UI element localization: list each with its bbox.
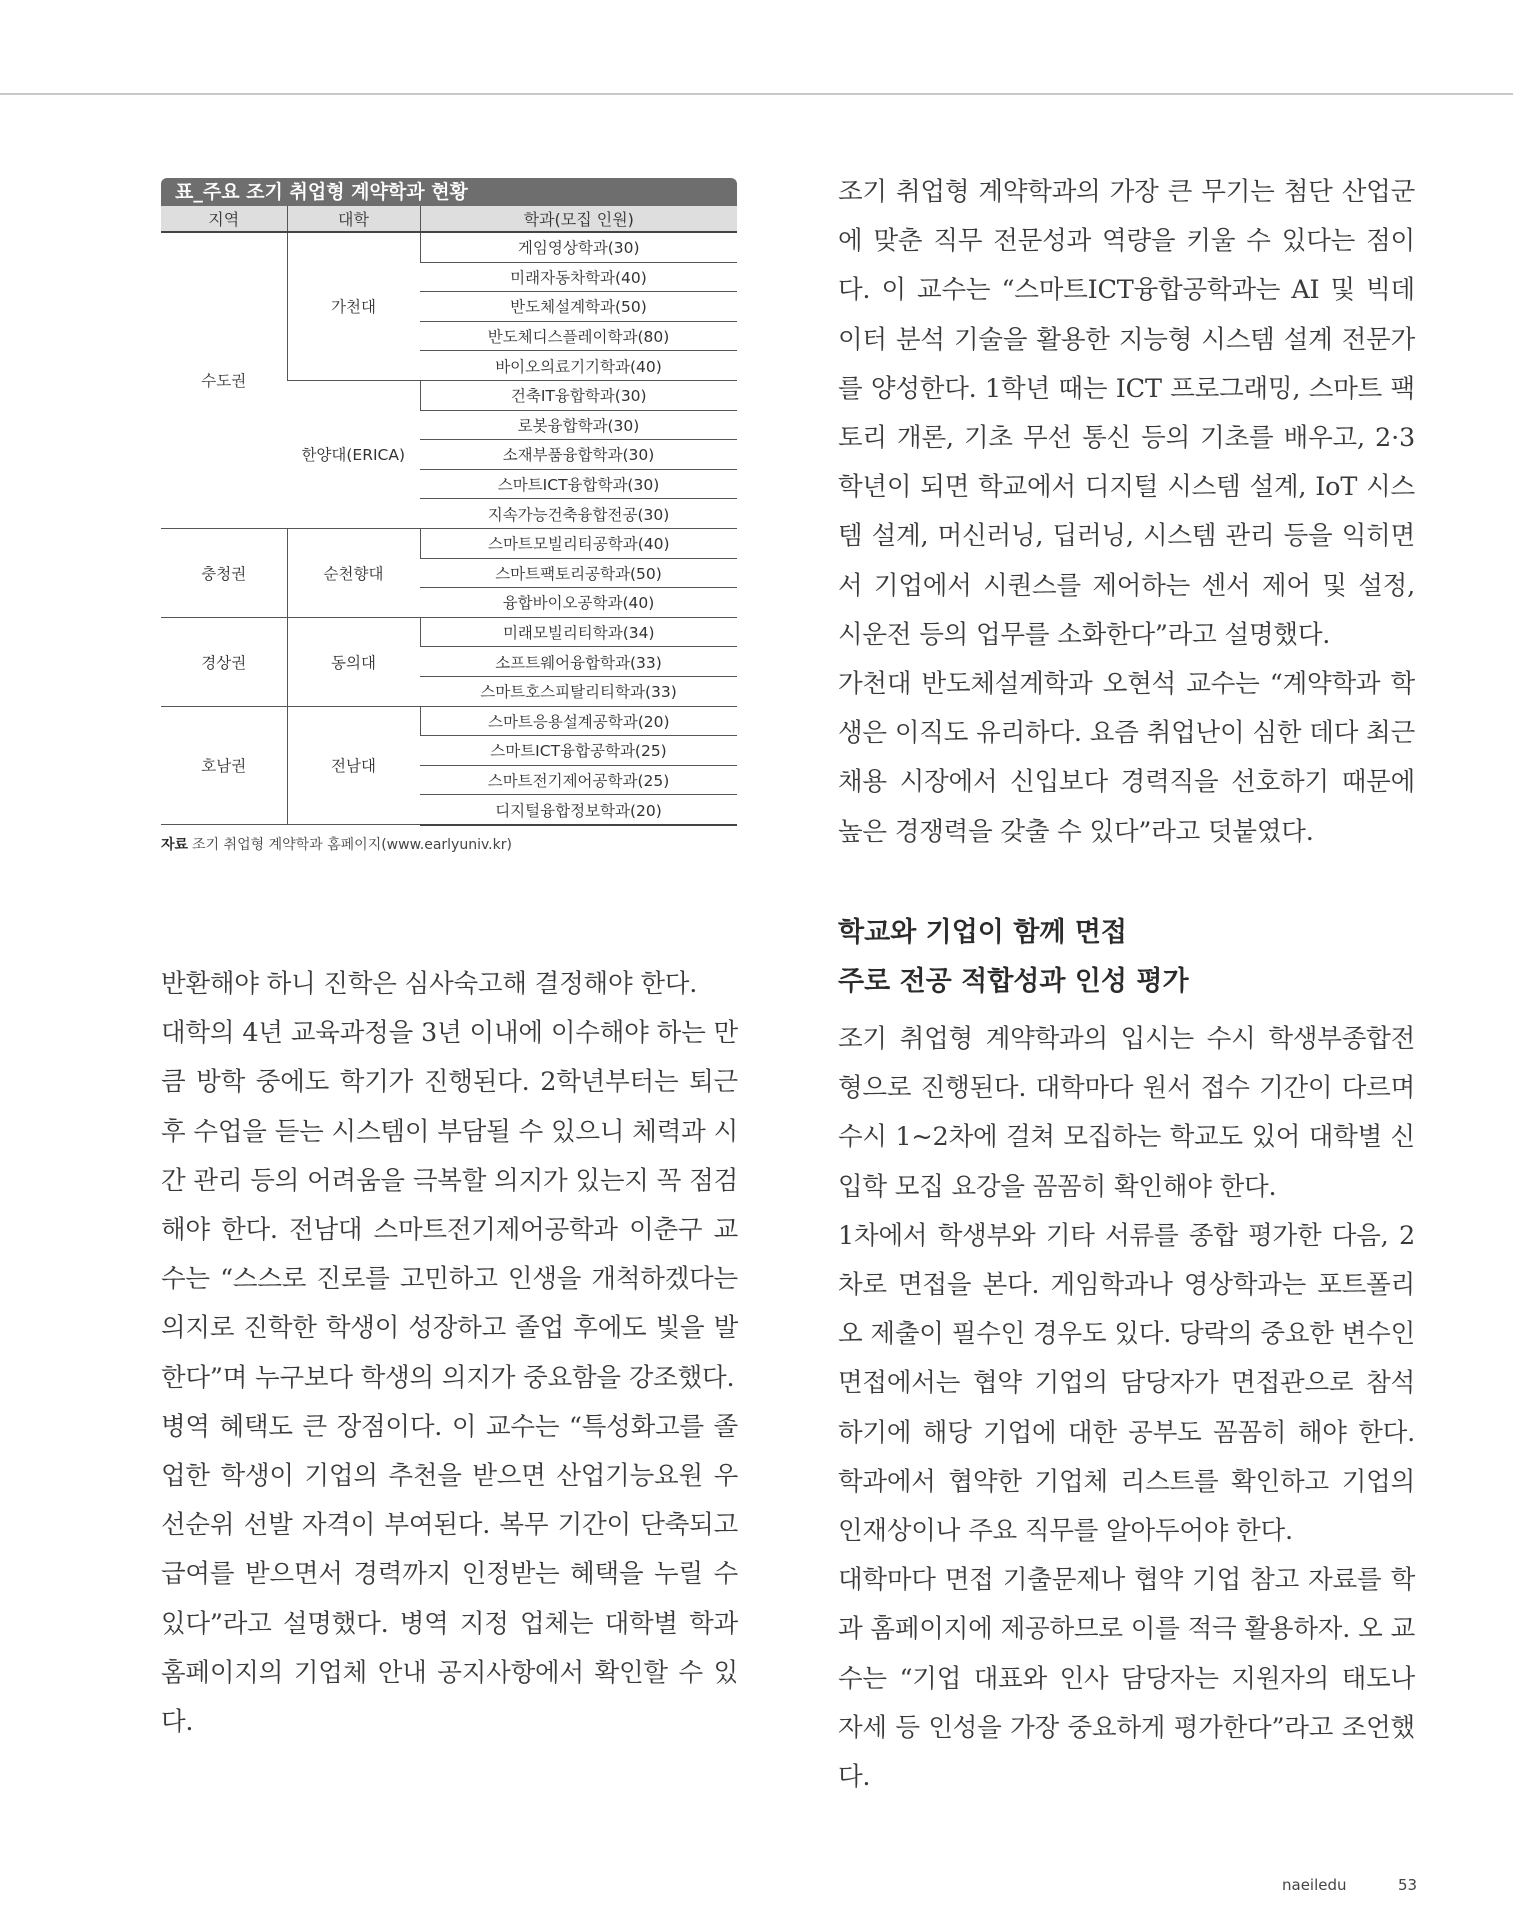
paragraph: 반환해야 하니 진학은 심사숙고해 결정해야 한다. — [161, 969, 698, 999]
paragraph: 대학의 4년 교육과정을 3년 이내에 이수해야 하는 만큼 방학 중에도 학기가 진행된다. 2학년부터는 퇴근 후 수업을 듣는 시스템이 부담될 수 있으니 체력과 시간 관리 등의 어려움을 극복할 의지가 있는지 꼭 점검해야 한다. 전남대 스마트전기제어공학과 이춘구 교수는 “스스로 진로를 고민하고 인생을 개척하겠다는 의지로 진학한 학생이 성장하고 졸업 후에도 빛을 발한다”며 누구보다 학생의 의지가 중요함을 강조했다. — [161, 1018, 738, 1393]
table-row — [161, 232, 737, 262]
contract-department-table-block — [161, 178, 737, 854]
department-cell: 융합바이오공학과(40) — [420, 588, 737, 618]
university-cell: 한양대(ERICA) — [287, 380, 420, 528]
source-text: 조기 취업형 계약학과 홈페이지(www.earlyuniv.kr) — [192, 836, 512, 853]
table-source — [161, 834, 737, 854]
university-cell: 전남대 — [287, 706, 420, 825]
department-cell: 스마트전기제어공학과(25) — [420, 765, 737, 795]
left-column-text — [161, 960, 738, 1747]
paragraph: 가천대 반도체설계학과 오현석 교수는 “계약학과 학생은 이직도 유리하다. 요즘 취업난이 심한 데다 최근 채용 시장에서 신입보다 경력직을 선호하기 때문에 높은 경쟁력을 갖출 수 있다”라고 덧붙였다. — [838, 669, 1415, 847]
university-cell: 순천향대 — [287, 528, 420, 617]
university-cell: 동의대 — [287, 617, 420, 706]
paragraph: 병역 혜택도 큰 장점이다. 이 교수는 “특성화고를 졸업한 학생이 기업의 추천을 받으면 산업기능요원 우선순위 선발 자격이 부여된다. 복무 기간이 단축되고 급여를 받으면서 경력까지 인정받는 혜택을 누릴 수 있다”라고 설명했다. 병역 지정 업체는 대학별 학과 홈페이지의 기업체 안내 공지사항에서 확인할 수 있다. — [161, 1411, 738, 1738]
right-column-bottom-text — [838, 1015, 1415, 1802]
department-cell: 스마트모빌리티공학과(40) — [420, 528, 737, 558]
paragraph: 대학마다 면접 기출문제나 협약 기업 참고 자료를 학과 홈페이지에 제공하므로 이를 적극 활용하자. 오 교수는 “기업 대표와 인사 담당자는 지원자의 태도나 자세 등 인성을 가장 중요하게 평가한다”라고 조언했다. — [838, 1565, 1415, 1793]
section-headline — [838, 908, 1415, 1006]
department-cell: 미래자동차학과(40) — [420, 262, 737, 292]
department-cell: 게임영상학과(30) — [420, 232, 737, 262]
department-cell: 지속가능건축융합전공(30) — [420, 499, 737, 529]
department-cell: 스마트ICT융합공학과(25) — [420, 736, 737, 766]
department-cell: 스마트ICT융합학과(30) — [420, 469, 737, 499]
department-cell: 미래모빌리티학과(34) — [420, 617, 737, 647]
department-cell: 소프트웨어융합학과(33) — [420, 647, 737, 677]
header-university: 대학 — [287, 206, 420, 232]
headline-line-1: 학교와 기업이 함께 면접 — [838, 917, 1128, 948]
header-department: 학과(모집 인원) — [420, 206, 737, 232]
department-cell: 스마트응용설계공학과(20) — [420, 706, 737, 736]
department-cell: 건축IT융합학과(30) — [420, 380, 737, 410]
department-cell: 스마트팩토리공학과(50) — [420, 558, 737, 588]
right-column-top-text — [838, 168, 1415, 857]
top-divider — [0, 93, 1513, 95]
source-label: 자료 — [161, 836, 189, 853]
region-cell: 경상권 — [161, 617, 287, 706]
table-row — [161, 617, 737, 647]
paragraph: 조기 취업형 계약학과의 입시는 수시 학생부종합전형으로 진행된다. 대학마다 원서 접수 기간이 다르며 수시 1~2차에 걸쳐 모집하는 학교도 있어 대학별 신입학 모집 요강을 꼼꼼히 확인해야 한다. — [838, 1024, 1415, 1202]
table-title: 표_주요 조기 취업형 계약학과 현황 — [161, 178, 737, 206]
paragraph: 1차에서 학생부와 기타 서류를 종합 평가한 다음, 2차로 면접을 본다. 게임학과나 영상학과는 포트폴리오 제출이 필수인 경우도 있다. 당락의 중요한 변수인 면접에서는 협약 기업의 담당자가 면접관으로 참석하기에 해당 기업에 대한 공부도 꼼꼼히 해야 한다. 학과에서 협약한 기업체 리스트를 확인하고 기업의 인재상이나 주요 직무를 알아두어야 한다. — [838, 1220, 1415, 1547]
headline-line-2: 주로 전공 적합성과 인성 평가 — [838, 966, 1189, 997]
department-cell: 반도체디스플레이학과(80) — [420, 321, 737, 351]
region-cell: 호남권 — [161, 706, 287, 825]
contract-department-table — [161, 206, 737, 826]
table-row — [161, 528, 737, 558]
department-cell: 로봇융합학과(30) — [420, 410, 737, 440]
footer-brand: naeiledu — [1282, 1876, 1347, 1894]
table-row — [161, 706, 737, 736]
page-number: 53 — [1398, 1876, 1418, 1894]
department-cell: 디지털융합정보학과(20) — [420, 795, 737, 825]
department-cell: 바이오의료기기학과(40) — [420, 351, 737, 381]
paragraph: 조기 취업형 계약학과의 가장 큰 무기는 첨단 산업군에 맞춘 직무 전문성과 역량을 키울 수 있다는 점이다. 이 교수는 “스마트ICT융합공학과는 AI 및 빅데이터 분석 기술을 활용한 지능형 시스템 설계 전문가를 양성한다. 1학년 때는 ICT 프로그래밍, 스마트 팩토리 개론, 기초 무선 통신 등의 기초를 배우고, 2·3학년이 되면 학교에서 디지털 시스템 설계, IoT 시스템 설계, 머신러닝, 딥러닝, 시스템 관리 등을 익히면서 기업에서 시퀀스를 제어하는 센서 제어 및 설정, 시운전 등의 업무를 소화한다”라고 설명했다. — [838, 177, 1415, 650]
department-cell: 스마트호스피탈리티학과(33) — [420, 676, 737, 706]
region-cell: 충청권 — [161, 528, 287, 617]
header-region: 지역 — [161, 206, 287, 232]
table-header-row — [161, 206, 737, 232]
department-cell: 반도체설계학과(50) — [420, 292, 737, 322]
department-cell: 소재부품융합학과(30) — [420, 440, 737, 470]
region-cell: 수도권 — [161, 232, 287, 528]
university-cell: 가천대 — [287, 232, 420, 380]
